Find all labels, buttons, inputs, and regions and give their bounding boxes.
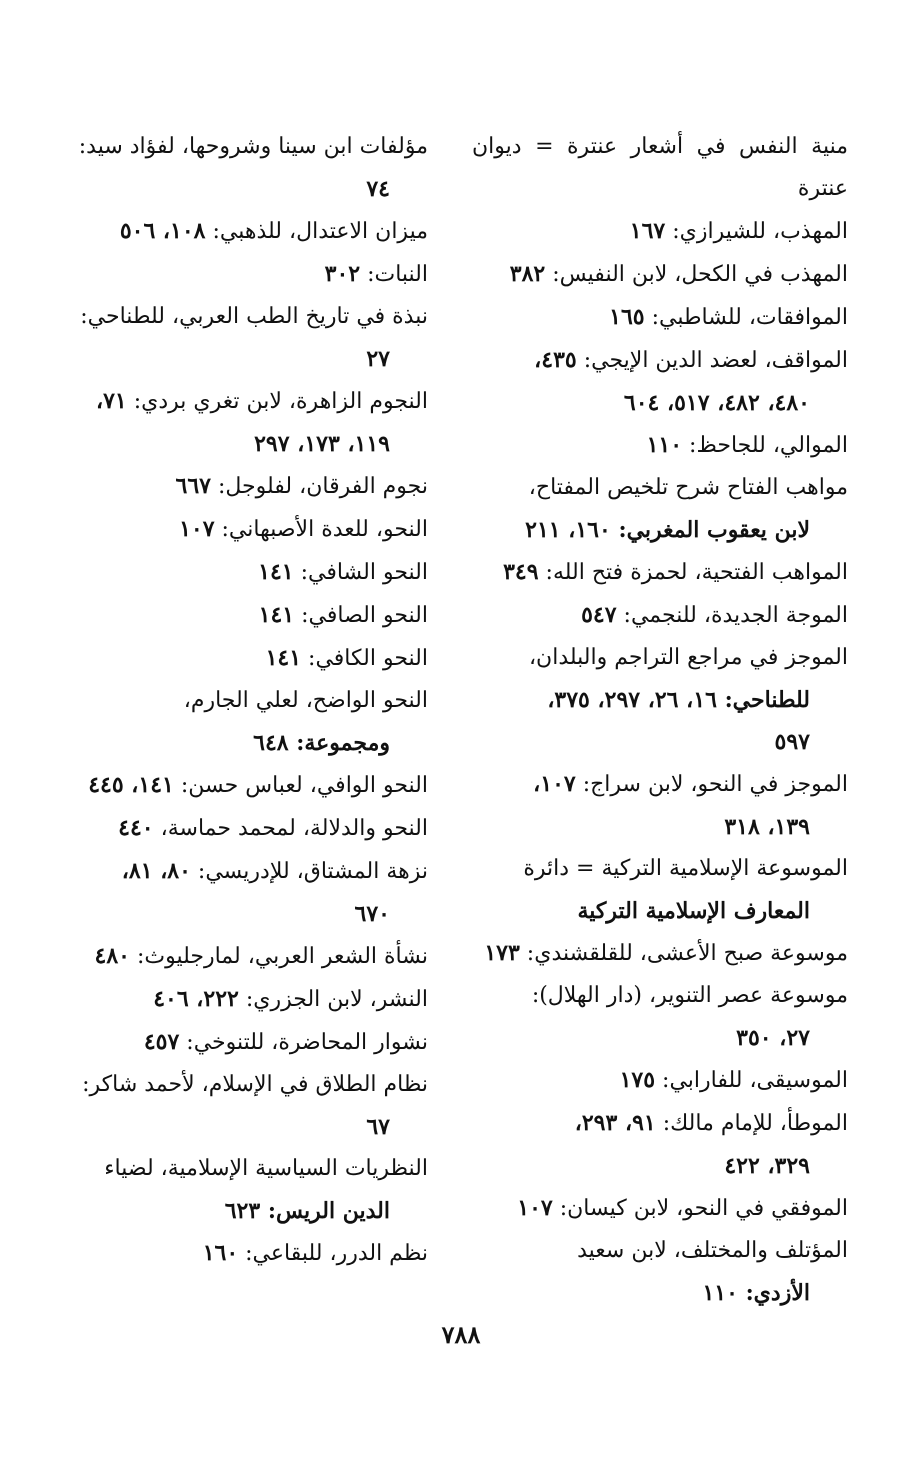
entry-title: مواهب الفتاح شرح تلخيص المفتاح، (528, 475, 848, 500)
entry-title: الموطأ، للإمام مالك: (655, 1111, 848, 1136)
entry-title: موسوعة عصر التنوير، (دار الهلال): (531, 983, 848, 1008)
entry-title: المؤتلف والمختلف، لابن سعيد (577, 1238, 848, 1263)
entry-title: المواهب الفتحية، لحمزة فتح الله: (538, 560, 848, 585)
entry-page-numbers: ٨٠، ٨١، (121, 858, 191, 884)
index-column-right (472, 126, 848, 1306)
entry-title: المواقف، لعضد الدين الإيجي: (576, 348, 848, 373)
entry-page-numbers: ٣٨٢ (509, 261, 546, 287)
index-entry (472, 975, 848, 1059)
entry-continuation: الأزدي: ١١٠ (702, 1280, 810, 1306)
index-entry (52, 978, 428, 1021)
entry-title: الموسيقى، للفارابي: (655, 1068, 848, 1093)
entry-title: النحو الشافي: (293, 560, 428, 585)
entry-continuation: ١١٩، ١٧٣، ٢٩٧ (254, 431, 390, 457)
entry-title: نظم الدرر، للبقاعي: (238, 1241, 428, 1266)
index-entry (52, 465, 428, 508)
entry-page-numbers: ٩١، ٢٩٣، (574, 1110, 656, 1136)
index-entry (472, 848, 848, 932)
entry-title: الموافقات، للشاطبي: (644, 305, 848, 330)
index-entry (472, 594, 848, 637)
entry-title: النظريات السياسية الإسلامية، لضياء (104, 1156, 428, 1181)
entry-title: ميزان الاعتدال، للذهبي: (205, 219, 428, 244)
entry-continuation: الدين الريس: ٦٢٣ (224, 1198, 390, 1224)
index-entry (472, 253, 848, 296)
entry-page-numbers: ١٠٧، (533, 771, 576, 797)
index-entry (52, 594, 428, 637)
index-entry (472, 1102, 848, 1187)
index-entry (52, 1148, 428, 1232)
entry-title: موسوعة صبح الأعشى، للقلقشندي: (519, 941, 848, 966)
entry-title: منية النفس في أشعار عنترة = ديوان عنترة (472, 134, 848, 201)
index-entry (472, 339, 848, 424)
index-entry (472, 932, 848, 975)
entry-page-numbers: ١٤١ (265, 645, 302, 671)
index-entry (52, 126, 428, 210)
entry-continuation: ومجموعة: ٦٤٨ (253, 730, 390, 756)
entry-page-numbers: ١١٠ (646, 432, 683, 458)
entry-page-numbers: ١٧٥ (619, 1067, 656, 1093)
index-entry (52, 764, 428, 807)
index-entry (472, 467, 848, 551)
index-column-left (52, 126, 428, 1306)
entry-title: النحو الوافي، لعباس حسن: (173, 773, 428, 798)
index-entry (472, 1187, 848, 1230)
entry-title: النحو الصافي: (294, 603, 428, 628)
entry-title: النحو والدلالة، لمحمد حماسة، (153, 816, 428, 841)
index-entry (52, 1021, 428, 1064)
index-entry (52, 807, 428, 850)
entry-page-numbers: ١٤١ (258, 602, 295, 628)
entry-title: نجوم الفرقان، لفلوجل: (210, 474, 428, 499)
entry-title: النجوم الزاهرة، لابن تغري بردي: (126, 389, 428, 414)
entry-continuation: المعارف الإسلامية التركية (577, 898, 810, 924)
entry-title: الموجز في النحو، لابن سراج: (575, 772, 848, 797)
index-entry (472, 1059, 848, 1102)
index-entry (472, 637, 848, 721)
index-columns (52, 126, 848, 1306)
entry-page-numbers: ٤٥٧ (143, 1029, 180, 1055)
entry-page-numbers: ٦٦٧ (175, 473, 211, 499)
entry-continuation: ٦٧٠ (354, 901, 390, 927)
entry-title: النحو الكافي: (301, 646, 428, 671)
index-entry (52, 850, 428, 935)
entry-title: النبات: (360, 262, 428, 287)
index-entry (52, 1064, 428, 1148)
entry-continuation: لابن يعقوب المغربي: ١٦٠، ٢١١ (525, 517, 810, 543)
index-entry (472, 210, 848, 253)
entry-page-numbers: ١٦٧ (629, 218, 666, 244)
entry-page-numbers: ٤٨٠ (94, 943, 130, 969)
entry-continuation: ٦٧ (366, 1114, 390, 1140)
entry-page-numbers: ١٦٥ (609, 304, 645, 330)
entry-continuation: ٧٤ (366, 176, 390, 202)
index-entry (52, 935, 428, 978)
entry-page-numbers: ١٦٠ (202, 1240, 239, 1266)
entry-continuation: ٢٧ (366, 346, 390, 372)
entry-title: النحو الواضح، لعلي الجارم، (183, 688, 428, 713)
index-entry (52, 253, 428, 296)
entry-page-numbers: ٧١، (96, 388, 127, 414)
entry-continuation: ١٣٩، ٣١٨ (724, 814, 810, 840)
index-entry (52, 680, 428, 764)
index-entry (472, 126, 848, 210)
index-entry (472, 424, 848, 467)
entry-title: الموفقي في النحو، لابن كيسان: (552, 1196, 848, 1221)
entry-continuation: ٢٧، ٣٥٠ (736, 1025, 810, 1051)
entry-page-numbers: ٥٤٧ (581, 602, 617, 628)
entry-page-numbers: ٤٣٥، (534, 347, 577, 373)
entry-title: نزهة المشتاق، للإدريسي: (190, 859, 428, 884)
entry-page-numbers: ١٠٧ (517, 1195, 553, 1221)
entry-title: المهذب في الكحل، لابن النفيس: (545, 262, 848, 287)
entry-continuation: ٣٢٩، ٤٢٢ (724, 1153, 810, 1179)
entry-title: المهذب، للشيرازي: (665, 219, 848, 244)
index-entry (472, 1230, 848, 1314)
entry-continuation: للطناحي: ١٦، ٢٦، ٢٩٧، ٣٧٥، (547, 687, 810, 713)
index-entry (472, 551, 848, 594)
entry-title: النشر، لابن الجزري: (238, 987, 428, 1012)
entry-title: نشأة الشعر العربي، لمارجليوث: (129, 944, 428, 969)
entry-title: نشوار المحاضرة، للتنوخي: (179, 1030, 428, 1055)
entry-page-numbers: ١٤١ (258, 559, 294, 585)
page-number: ٧٨٨ (441, 1320, 481, 1349)
entry-page-numbers: ٣٤٩ (503, 559, 539, 585)
index-entry (52, 551, 428, 594)
index-entry (472, 296, 848, 339)
entry-title: الموالي، للجاحظ: (682, 433, 848, 458)
index-entry (472, 721, 848, 763)
entry-title: الموسوعة الإسلامية التركية = دائرة (523, 856, 848, 881)
entry-page-numbers: ٢٢٢، ٤٠٦ (153, 986, 239, 1012)
entry-page-numbers: ٤٤٠ (118, 815, 154, 841)
entry-page-numbers: ١٠٨، ٥٠٦ (119, 218, 206, 244)
entry-page-numbers: ١٧٣ (484, 940, 520, 966)
entry-title: الموجة الجديدة، للنجمي: (616, 603, 848, 628)
entry-page-numbers: ١٤١، ٤٤٥ (88, 772, 174, 798)
entry-continuation: ٥٩٧ (774, 729, 810, 755)
entry-title: النحو، للعدة الأصبهاني: (214, 517, 428, 542)
index-entry (52, 210, 428, 253)
entry-page-numbers: ٣٠٢ (324, 261, 361, 287)
index-entry (52, 508, 428, 551)
entry-title: الموجز في مراجع التراجم والبلدان، (528, 645, 848, 670)
index-entry (52, 380, 428, 465)
entry-title: مؤلفات ابن سينا وشروحها، لفؤاد سيد: (78, 134, 428, 159)
index-entry (472, 763, 848, 848)
entry-title: نبذة في تاريخ الطب العربي، للطناحي: (80, 304, 428, 329)
entry-title: نظام الطلاق في الإسلام، لأحمد شاكر: (82, 1072, 428, 1097)
index-entry (52, 637, 428, 680)
index-entry (52, 1232, 428, 1275)
entry-page-numbers: ١٠٧ (179, 516, 215, 542)
entry-continuation: ٤٨٠، ٤٨٢، ٥١٧، ٦٠٤ (623, 390, 810, 416)
index-entry (52, 296, 428, 380)
